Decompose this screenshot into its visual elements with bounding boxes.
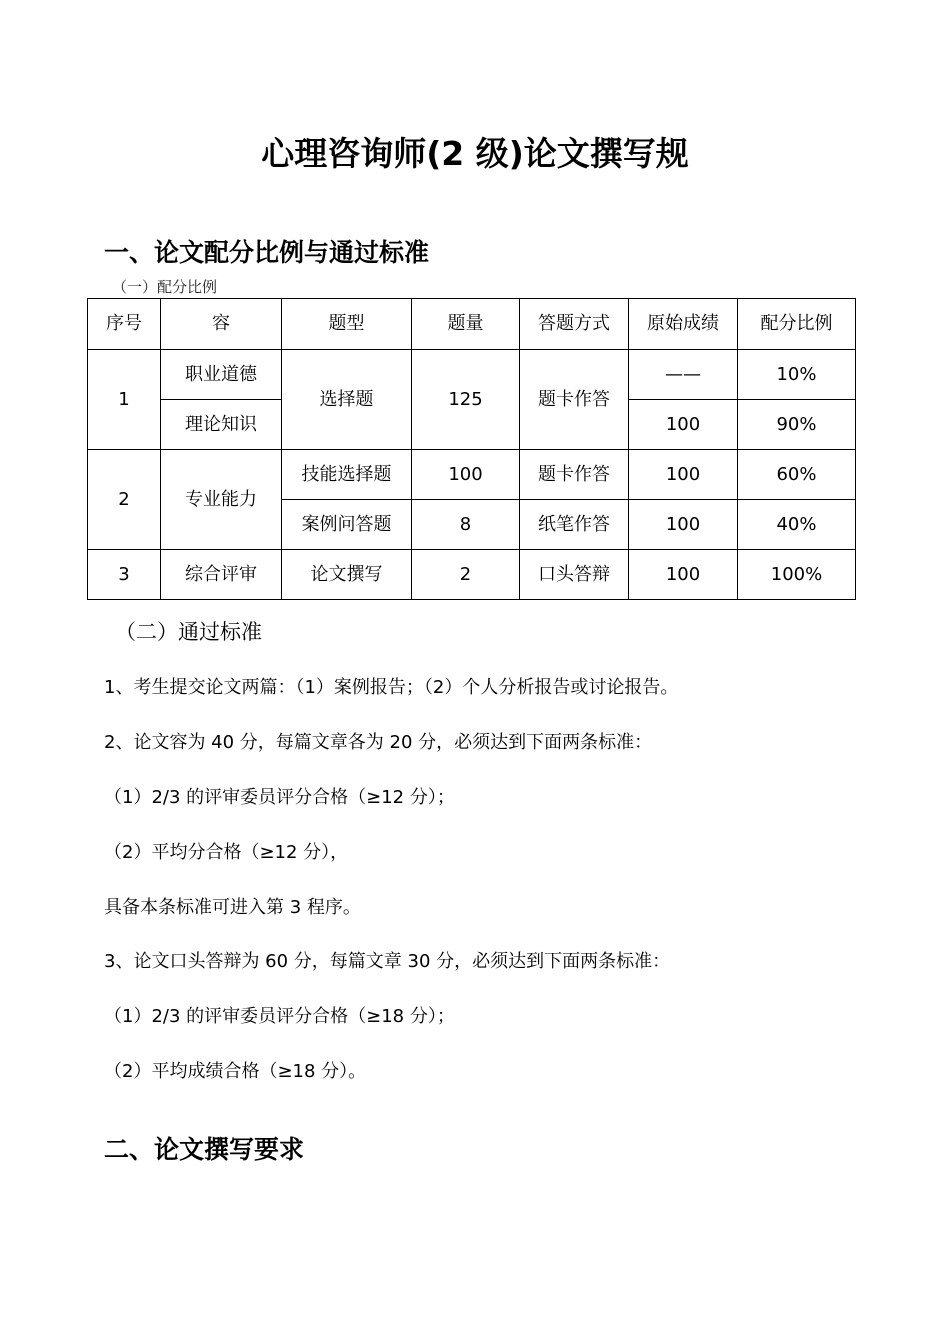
table-cell-ratio: 40% bbox=[738, 500, 856, 550]
table-cell-raw-score: 100 bbox=[629, 450, 738, 500]
table-cell-count: 2 bbox=[412, 550, 520, 600]
table-cell-number: 1 bbox=[88, 350, 161, 450]
paragraph: 1、考生提交论文两篇：（1）案例报告；（2）个人分析报告或讨论报告。 bbox=[104, 677, 679, 698]
table-caption: （一）配分比例 bbox=[112, 278, 218, 296]
paragraph: 2、论文容为 40 分，每篇文章各为 20 分，必须达到下面两条标准： bbox=[104, 732, 653, 753]
table-cell-count: 8 bbox=[412, 500, 520, 550]
table-cell-method: 题卡作答 bbox=[520, 450, 629, 500]
header-cell-type: 题型 bbox=[282, 299, 412, 350]
table-header-row bbox=[88, 299, 856, 350]
paragraph: （2）平均成绩合格（≥18 分）。 bbox=[104, 1061, 367, 1082]
paragraph: （1）2/3 的评审委员评分合格（≥12 分）； bbox=[104, 787, 455, 808]
table-cell-number: 3 bbox=[88, 550, 161, 600]
table-cell-method: 纸笔作答 bbox=[520, 500, 629, 550]
section-heading-2: 二、论文撰写要求 bbox=[104, 1135, 305, 1164]
table-cell-count: 100 bbox=[412, 450, 520, 500]
header-cell-number: 序号 bbox=[88, 299, 161, 350]
table-cell-raw-score: 100 bbox=[629, 550, 738, 600]
score-ratio-table bbox=[87, 298, 856, 600]
header-cell-content: 容 bbox=[161, 299, 282, 350]
table-cell-method: 题卡作答 bbox=[520, 350, 629, 450]
table-cell-content: 专业能力 bbox=[161, 450, 282, 550]
table-cell-content: 综合评审 bbox=[161, 550, 282, 600]
table-cell-count: 125 bbox=[412, 350, 520, 450]
table-cell-number: 2 bbox=[88, 450, 161, 550]
table-cell-type: 论文撰写 bbox=[282, 550, 412, 600]
table-cell-type: 案例问答题 bbox=[282, 500, 412, 550]
table-cell-ratio: 60% bbox=[738, 450, 856, 500]
document-title: 心理咨询师(2 级)论文撰写规 bbox=[261, 134, 689, 173]
table-cell-type: 技能选择题 bbox=[282, 450, 412, 500]
table-cell-content: 理论知识 bbox=[161, 400, 282, 450]
paragraph: （1）2/3 的评审委员评分合格（≥18 分）； bbox=[104, 1006, 455, 1027]
header-cell-raw-score: 原始成绩 bbox=[629, 299, 738, 350]
pass-criteria-heading: （二）通过标准 bbox=[115, 620, 262, 644]
header-cell-count: 题量 bbox=[412, 299, 520, 350]
table-row bbox=[88, 350, 856, 400]
section-heading-1: 一、论文配分比例与通过标准 bbox=[104, 238, 430, 267]
paragraph: 具备本条标准可进入第 3 程序。 bbox=[104, 897, 361, 918]
table-row bbox=[88, 550, 856, 600]
table-cell-method: 口头答辩 bbox=[520, 550, 629, 600]
table-cell-raw-score: 100 bbox=[629, 500, 738, 550]
table-cell-raw-score: 100 bbox=[629, 400, 738, 450]
table-cell-type: 选择题 bbox=[282, 350, 412, 450]
table-row bbox=[88, 450, 856, 500]
table-cell-content: 职业道德 bbox=[161, 350, 282, 400]
table-cell-ratio: 90% bbox=[738, 400, 856, 450]
table-cell-ratio: 100% bbox=[738, 550, 856, 600]
header-cell-method: 答题方式 bbox=[520, 299, 629, 350]
paragraph: （2）平均分合格（≥12 分）， bbox=[104, 842, 349, 863]
table-cell-ratio: 10% bbox=[738, 350, 856, 400]
header-cell-ratio: 配分比例 bbox=[738, 299, 856, 350]
table-cell-raw-score: —— bbox=[629, 350, 738, 400]
paragraph: 3、论文口头答辩为 60 分，每篇文章 30 分，必须达到下面两条标准： bbox=[104, 951, 671, 972]
